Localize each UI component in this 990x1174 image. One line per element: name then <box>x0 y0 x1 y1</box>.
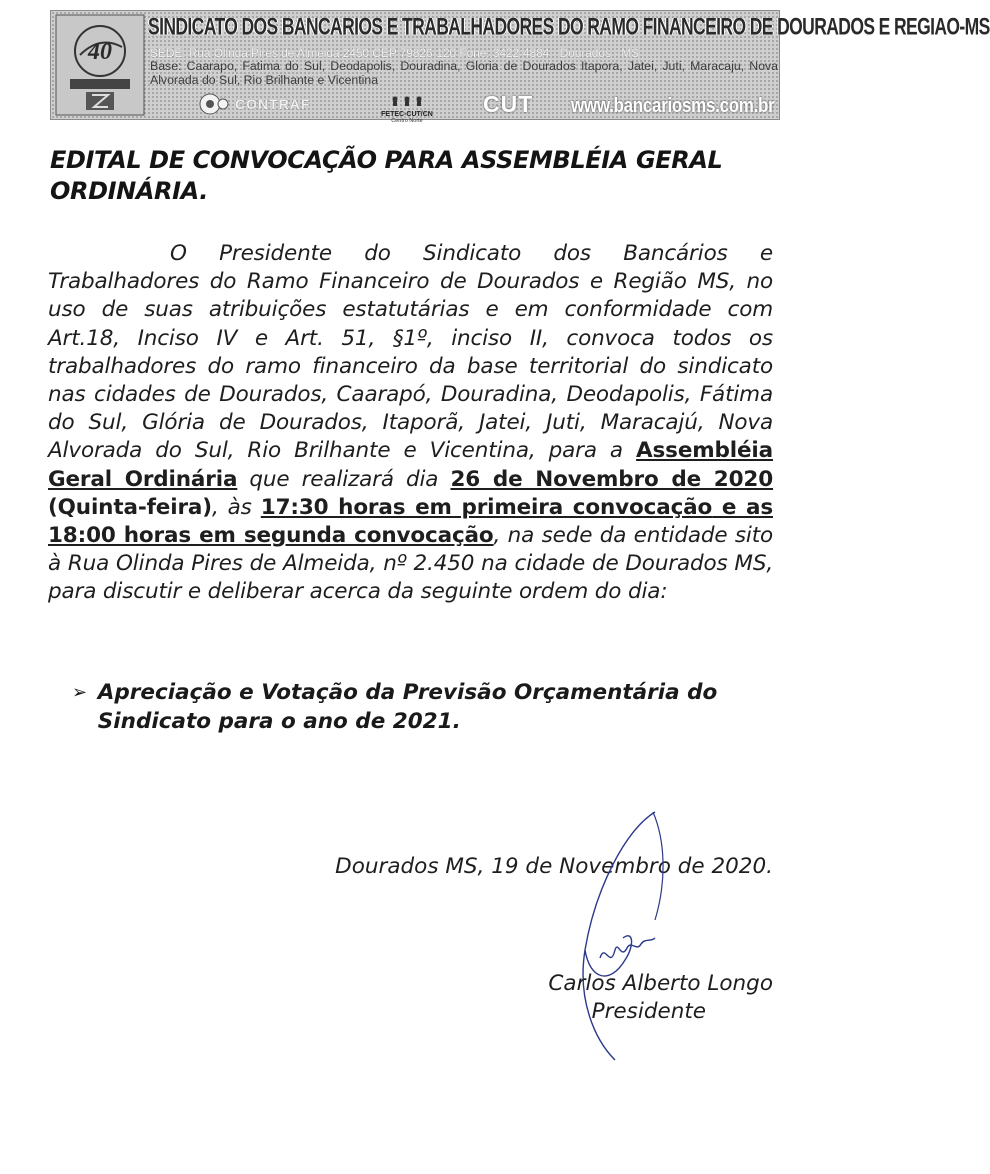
cut-logo: CUT <box>483 91 534 117</box>
contraf-icon <box>199 93 229 115</box>
handwritten-signature <box>555 810 685 1070</box>
website-link[interactable]: www.bancariosms.com.br <box>571 94 775 117</box>
letterhead-union-name: SINDICATO DOS BANCARIOS E TRABALHADORES DO RAMO FINANCEIRO DE DOURADOS E REGIAO-MS <box>148 13 990 40</box>
fetec-figures-icon <box>387 96 427 106</box>
body-at: , às <box>211 494 261 520</box>
body-end: , na sede da entidade sito à Rua Olinda Pires de Almeida, nº 2.450 na cidade de Dourados MS, para discutir e deliberar acerca da seguinte ordem do dia: <box>48 523 774 605</box>
agenda-item <box>72 679 772 736</box>
contraf-logo <box>199 93 310 115</box>
signer-role: Presidente <box>591 999 706 1024</box>
fetec-subtitle: Centro Norte <box>391 118 423 124</box>
place-and-date: Dourados MS, 19 de Novembro de 2020. <box>335 854 773 879</box>
convocation-paragraph <box>48 240 773 607</box>
second-call-time: 18:00 horas em segunda convocação <box>48 523 494 549</box>
arrow-bullet-icon: ➢ <box>72 682 88 703</box>
agenda-item-text: Apreciação e Votação da Previsão Orçamentária do Sindicato para o ano de 2021. <box>97 680 718 734</box>
assembly-name: Assembléia Geral Ordinária <box>48 438 773 492</box>
body-mid: que realizará dia <box>237 466 451 492</box>
letterhead-base-cities: Base: Caarapo, Fatima do Sul, Deodapolis, Douradina, Gloria de Dourados Itapora, Jatei, Juti, Maracaju, Nova Alvorada do Sul, Rio Brilhante e Vicentina <box>150 59 778 87</box>
union-anniversary-logo <box>56 15 144 115</box>
body-intro: O Presidente do Sindicato dos Bancários e Trabalhadores do Ramo Financeiro de Dourados e Região MS, no uso de suas atribuições estatutárias e em conformidade com Art.18, Inciso IV e Art. 51, §1º, inciso II, convoca todos os trabalhadores do ramo financeiro da base territorial do sindicato nas cidades de Dourados, Caarapó, Douradina, Deodapolis, Fátima do Sul, Glória de Dourados, Itaporã, Jatei, Juti, Maracajú, Nova Alvorada do Sul, Rio Brilhante e Vicentina, para a <box>48 241 773 464</box>
and-connector: e as <box>712 494 773 520</box>
contraf-label: CONTRAF <box>235 96 311 112</box>
letterhead <box>50 10 990 124</box>
meeting-date: 26 de Novembro de 2020 <box>450 466 774 492</box>
letterhead-address: SEDE: Rua Olinda Pires de Almeida 2450 CEP 79826-120 Fone: 3422-4884 - Dourados - MS <box>150 46 640 60</box>
document-title: EDITAL DE CONVOCAÇÃO PARA ASSEMBLÉIA GERAL ORDINÁRIA. <box>50 146 723 205</box>
logo-anniversary-number: 40 <box>88 39 112 65</box>
fetec-name: FETEC-CUT/CN <box>381 111 433 118</box>
meeting-weekday: (Quinta-feira) <box>48 494 212 520</box>
first-call-time: 17:30 horas em primeira convocação <box>260 494 713 520</box>
fetec-logo <box>379 91 435 124</box>
signer-name: Carlos Alberto Longo <box>548 971 773 996</box>
